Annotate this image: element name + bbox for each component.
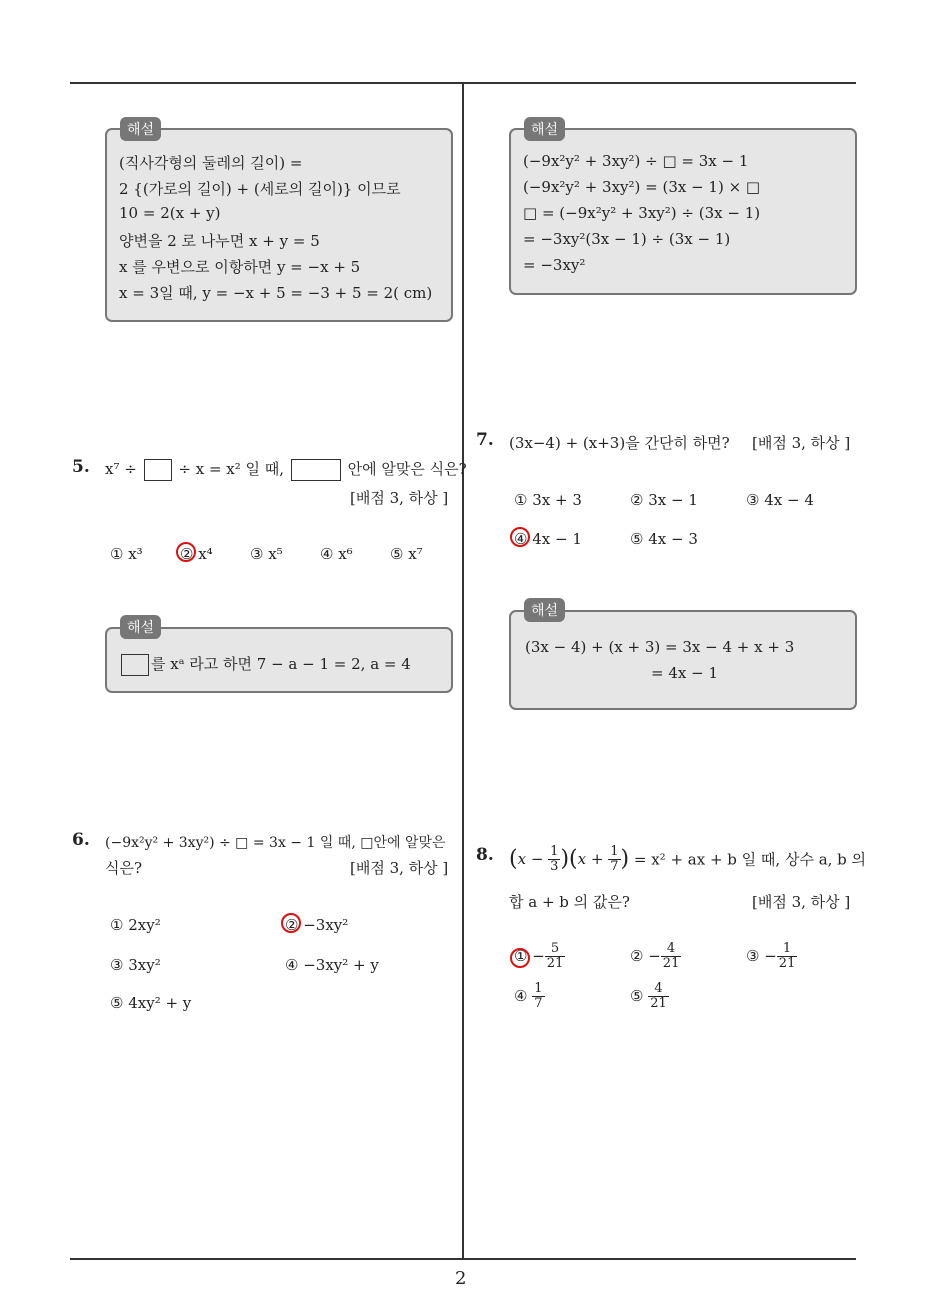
option-2[interactable]: ② −3xy²	[285, 916, 349, 934]
solution-box-6	[509, 128, 857, 295]
option-1[interactable]: ① 3x + 3	[514, 491, 582, 509]
bottom-rule	[70, 1258, 856, 1260]
fraction	[648, 982, 669, 1010]
option-4[interactable]	[514, 982, 545, 1010]
option-5[interactable]	[630, 982, 669, 1010]
question-number: 5.	[72, 457, 90, 477]
option-2[interactable]	[630, 942, 681, 970]
numerator: 5	[545, 942, 566, 957]
solution-line: 10 = 2(x + y)	[119, 204, 221, 222]
answer-mark	[281, 913, 301, 933]
solution-line	[119, 653, 411, 676]
question-text: (−9x²y² + 3xy²) ÷ □ = 3x − 1 일 때, □안에 알맞은	[105, 835, 446, 851]
option-sign: −	[764, 947, 777, 966]
question-score: [배점 3, 하상 ]	[752, 893, 851, 911]
option-sign: −	[648, 947, 661, 966]
answer-mark	[176, 542, 196, 562]
question-number: 7.	[476, 430, 494, 450]
option-2[interactable]: ② x⁴	[180, 545, 213, 563]
solution-line: x 를 우변으로 이항하면 y = −x + 5	[119, 258, 361, 276]
option-3[interactable]: ③ 4x − 4	[746, 491, 814, 509]
expression-part: −	[526, 850, 549, 869]
option-5[interactable]: ⑤ x⁷	[390, 545, 423, 563]
solution-box-1	[105, 128, 453, 322]
question-number: 6.	[72, 830, 90, 850]
expression-part: x	[577, 850, 587, 869]
question-score: [배점 3, 하상 ]	[350, 489, 449, 507]
column-divider	[462, 83, 464, 1259]
solution-line: □ = (−9x²y² + 3xy²) ÷ (3x − 1)	[523, 204, 761, 222]
option-4[interactable]: ④ −3xy² + y	[285, 956, 379, 974]
expression-part: x	[517, 850, 527, 869]
blank-box	[121, 654, 149, 676]
question-text-part: x⁷ ÷	[105, 460, 137, 478]
solution-line: = −3xy²(3x − 1) ÷ (3x − 1)	[523, 230, 731, 248]
question-text: (3x−4) + (x+3)을 간단히 하면?	[509, 434, 730, 452]
solution-line: (−9x²y² + 3xy²) = (3x − 1) × □	[523, 178, 761, 196]
option-3[interactable]	[746, 942, 797, 970]
solution-tag: 해설	[120, 615, 161, 639]
question-text-part: ÷ x = x² 일 때,	[178, 460, 285, 478]
fraction	[548, 845, 560, 873]
question-text	[105, 458, 467, 481]
page-number: 2	[455, 1268, 467, 1289]
option-5[interactable]: ⑤ 4xy² + y	[110, 994, 192, 1012]
numerator: 4	[661, 942, 682, 957]
numerator: 4	[648, 982, 669, 997]
fraction	[777, 942, 798, 970]
option-1[interactable]: ① x³	[110, 545, 143, 563]
denominator: 3	[550, 858, 559, 874]
solution-line: x = 3일 때, y = −x + 5 = −3 + 5 = 2( cm)	[119, 284, 433, 302]
expression-part: (	[569, 846, 578, 872]
denominator: 21	[778, 955, 796, 971]
denominator: 7	[534, 995, 543, 1011]
solution-line: 2 {(가로의 길이) + (세로의 길이)} 이므로	[119, 180, 401, 198]
answer-mark	[510, 527, 530, 547]
denominator: 21	[662, 955, 680, 971]
option-label: ①	[514, 947, 533, 966]
question-text-part: 안에 알맞은 식은?	[347, 460, 467, 478]
option-3[interactable]: ③ 3xy²	[110, 956, 161, 974]
fraction	[608, 845, 620, 873]
question-number: 8.	[476, 845, 494, 865]
option-label: ③	[746, 947, 765, 966]
expression-part: (	[509, 846, 518, 872]
option-3[interactable]: ③ x⁵	[250, 545, 283, 563]
question-score: [배점 3, 하상 ]	[752, 434, 851, 452]
solution-line: 양변을 2 로 나누면 x + y = 5	[119, 232, 320, 250]
option-label: ④	[514, 987, 533, 1006]
question-text-part: = x² + ax + b 일 때, 상수 a, b 의	[633, 850, 867, 869]
denominator: 7	[610, 858, 619, 874]
solution-line: (3x − 4) + (x + 3) = 3x − 4 + x + 3	[525, 638, 795, 656]
solution-line: = 4x − 1	[651, 664, 718, 682]
numerator: 1	[550, 844, 559, 859]
question-text	[509, 845, 866, 873]
expression-part: )	[560, 846, 570, 872]
solution-line: (직사각형의 둘레의 길이) =	[119, 154, 303, 172]
solution-tag: 해설	[120, 117, 161, 141]
fraction	[545, 942, 566, 970]
fraction	[661, 942, 682, 970]
option-5[interactable]: ⑤ 4x − 3	[630, 530, 698, 548]
solution-tag: 해설	[524, 117, 565, 141]
question-score: [배점 3, 하상 ]	[350, 859, 449, 877]
question-text: 합 a + b 의 값은?	[509, 893, 630, 911]
solution-tag: 해설	[524, 598, 565, 622]
option-sign: −	[532, 947, 545, 966]
solution-text: 를 xᵃ 라고 하면 7 − a − 1 = 2, a = 4	[151, 655, 411, 673]
question-text: 식은?	[105, 859, 143, 877]
denominator: 21	[650, 995, 667, 1011]
option-2[interactable]: ② 3x − 1	[630, 491, 698, 509]
option-label: ⑤	[630, 987, 649, 1006]
numerator: 1	[534, 981, 543, 996]
expression-part: +	[586, 850, 609, 869]
blank-box	[144, 459, 172, 481]
option-4[interactable]: ④ 4x − 1	[514, 530, 582, 548]
expression-part: )	[620, 846, 630, 872]
solution-box-7	[509, 610, 857, 710]
option-1[interactable]: ① 2xy²	[110, 916, 161, 934]
denominator: 21	[546, 955, 564, 971]
answer-mark	[510, 947, 533, 968]
solution-line: = −3xy²	[523, 256, 586, 274]
blank-box	[291, 459, 341, 481]
option-4[interactable]: ④ x⁶	[320, 545, 353, 563]
numerator: 1	[610, 844, 619, 859]
numerator: 1	[777, 942, 798, 957]
fraction	[532, 982, 544, 1010]
option-label: ②	[630, 947, 649, 966]
solution-line: (−9x²y² + 3xy²) ÷ □ = 3x − 1	[523, 152, 749, 170]
